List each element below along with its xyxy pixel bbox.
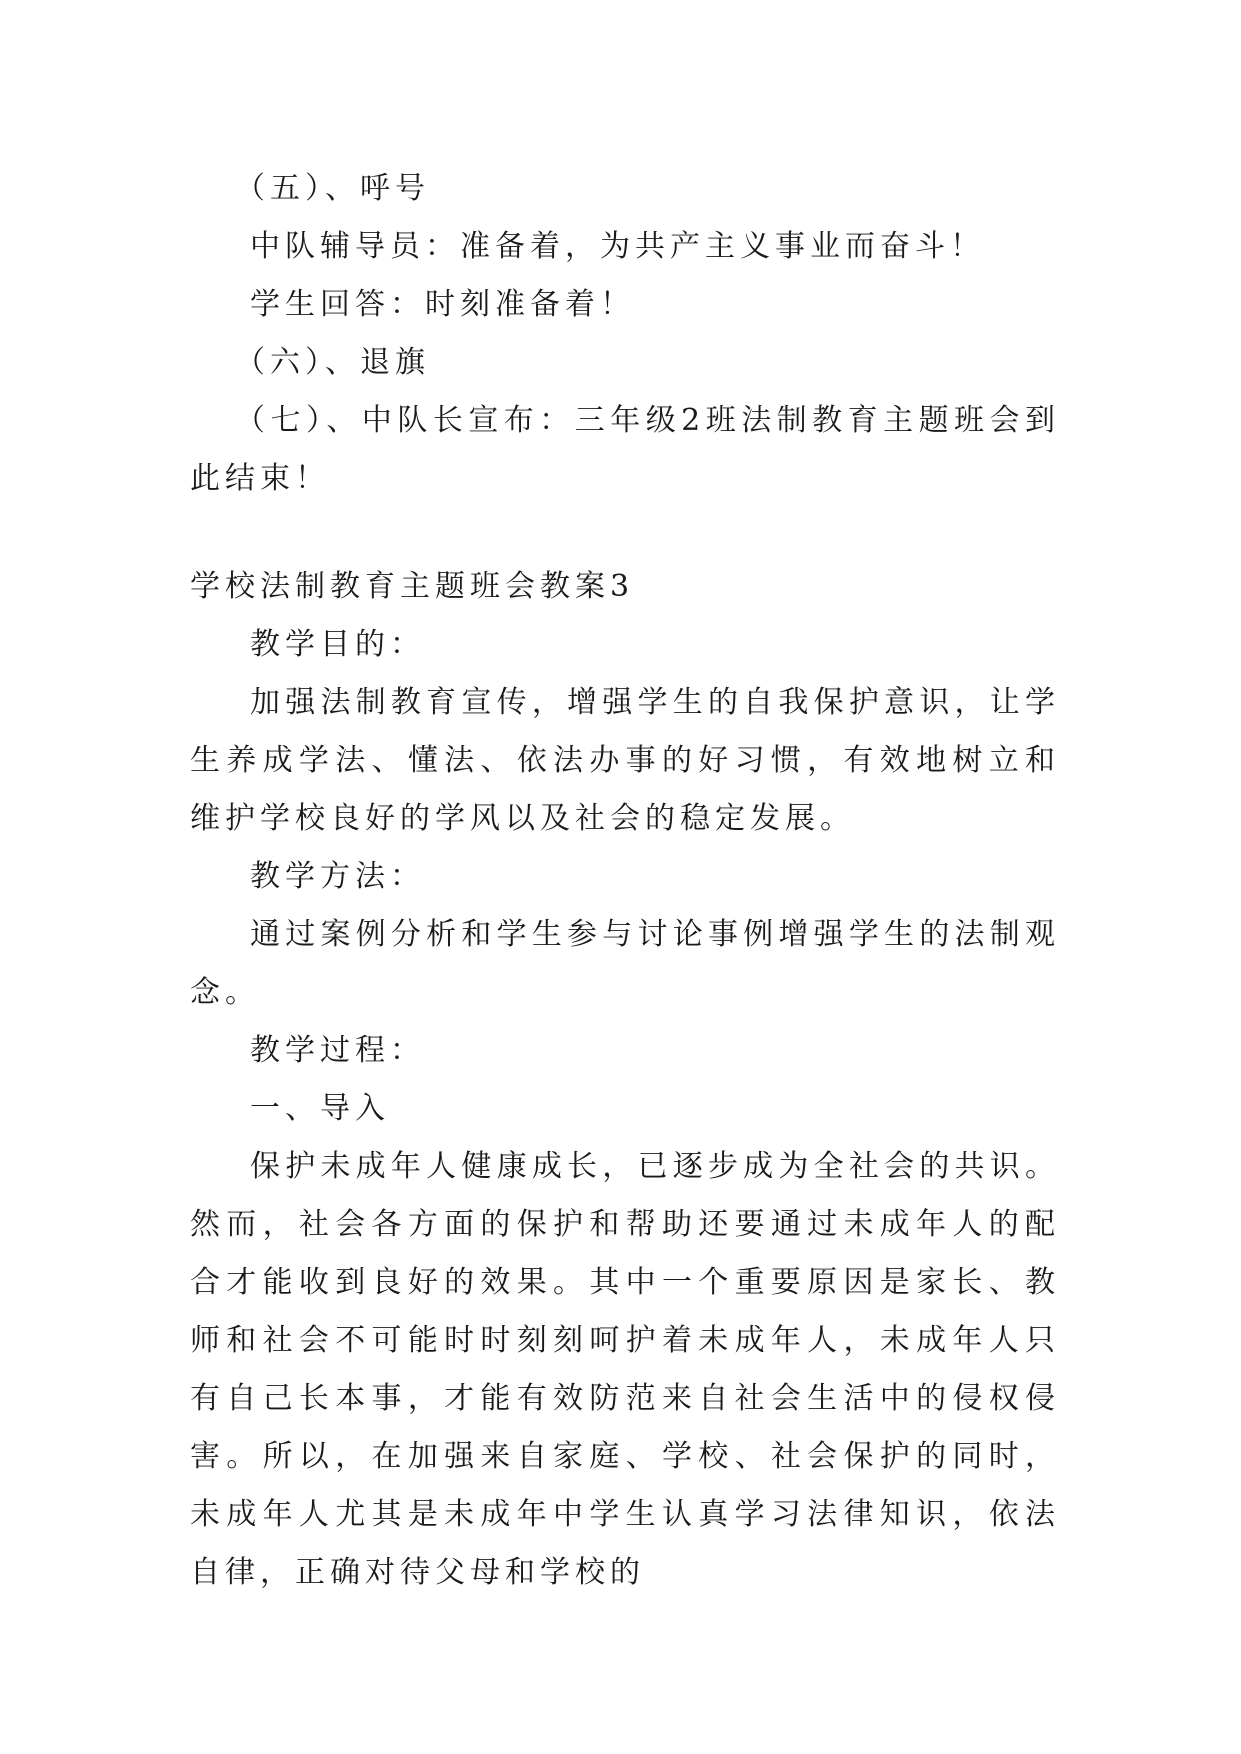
section-heading-flag-retire: （六）、退旗 bbox=[235, 345, 430, 380]
closing-announcement: （七）、中队长宣布：三年级2班法制教育主题班会到此结束！ bbox=[190, 403, 1060, 496]
intro-heading: 一、导入 bbox=[250, 1091, 390, 1126]
student-answer-line: 学生回答：时刻准备着！ bbox=[250, 287, 635, 322]
teaching-method-text: 通过案例分析和学生参与讨论事例增强学生的法制观念。 bbox=[190, 917, 1060, 1010]
counselor-line: 中队辅导员：准备着，为共产主义事业而奋斗！ bbox=[250, 229, 985, 264]
teaching-objective-label: 教学目的： bbox=[250, 627, 425, 662]
teaching-process-label: 教学过程： bbox=[250, 1033, 425, 1068]
intro-text: 保护未成年人健康成长，已逐步成为全社会的共识。然而，社会各方面的保护和帮助还要通过未成年人的配合才能收到良好的效果。其中一个重要原因是家长、教师和社会不可能时时刻刻呵护着未成年人，未成年人只有自己长本事，才能有效防范来自社会生活中的侵权侵害。所以，在加强来自家庭、学校、社会保护的同时，未成年人尤其是未成年中学生认真学习法律知识，依法自律，正确对待父母和学校的 bbox=[190, 1149, 1060, 1590]
section-heading-slogan: （五）、呼号 bbox=[235, 171, 430, 206]
teaching-method-label: 教学方法： bbox=[250, 859, 425, 894]
teaching-objective-text: 加强法制教育宣传，增强学生的自我保护意识，让学生养成学法、懂法、依法办事的好习惯，有效地树立和维护学校良好的学风以及社会的稳定发展。 bbox=[190, 685, 1060, 836]
document-body bbox=[190, 160, 1060, 1602]
lesson-plan-title: 学校法制教育主题班会教案3 bbox=[190, 569, 635, 604]
